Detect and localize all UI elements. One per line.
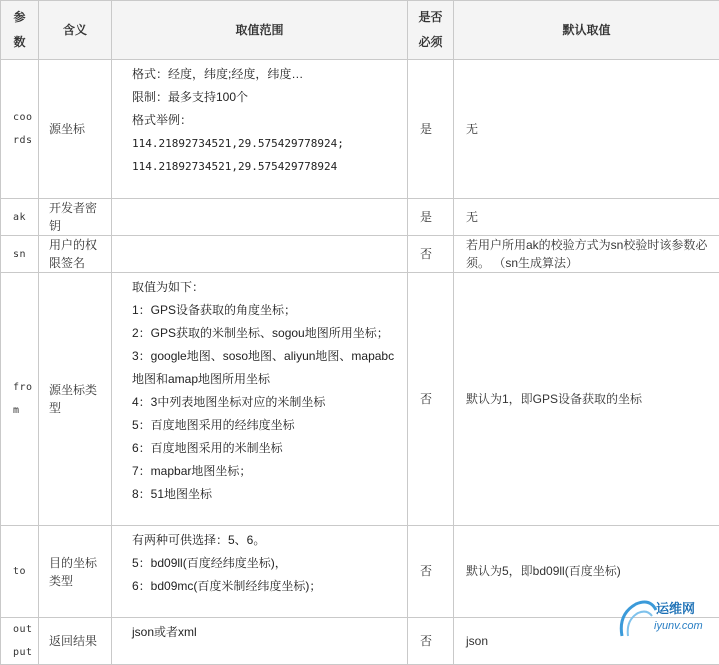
- param-default: json: [454, 618, 719, 665]
- param-range: [112, 236, 408, 273]
- param-name: to: [1, 526, 39, 618]
- param-name: ak: [1, 199, 39, 236]
- range-line: 格式：经度，纬度;经度，纬度…: [132, 63, 399, 86]
- param-required: 否: [408, 526, 454, 618]
- watermark-title: 运维网: [656, 598, 695, 617]
- table-row: [1, 236, 719, 273]
- param-required: 否: [408, 618, 454, 665]
- header-param: 参数: [1, 1, 39, 60]
- range-line: 取值为如下：: [132, 276, 399, 299]
- param-required: 是: [408, 60, 454, 199]
- range-line: 114.21892734521,29.575429778924: [132, 155, 399, 178]
- watermark-logo-icon: [616, 596, 658, 640]
- table-row: [1, 618, 719, 665]
- range-line: json或者xml: [132, 621, 399, 644]
- range-line: 4：3中列表地图坐标对应的米制坐标: [132, 391, 399, 414]
- param-default: 若用户所用ak的校验方式为sn校验时该参数必须。 （sn生成算法）: [454, 236, 719, 273]
- param-default: 默认为5，即bd09ll(百度坐标): [454, 526, 719, 618]
- param-range: [112, 618, 408, 665]
- header-meaning: 含义: [39, 1, 112, 60]
- param-meaning: 目的坐标类型: [39, 526, 112, 618]
- param-meaning: 源坐标类型: [39, 273, 112, 526]
- header-default: 默认取值: [454, 1, 719, 60]
- watermark: [616, 596, 719, 642]
- range-line: 8：51地图坐标: [132, 483, 399, 506]
- range-line: 7：mapbar地图坐标；: [132, 460, 399, 483]
- header-row: [1, 1, 719, 60]
- range-line: 格式举例：: [132, 109, 399, 132]
- param-required: 否: [408, 273, 454, 526]
- param-required: 否: [408, 236, 454, 273]
- range-line: 2：GPS获取的米制坐标、sogou地图所用坐标；: [132, 322, 399, 345]
- range-line: 5：百度地图采用的经纬度坐标: [132, 414, 399, 437]
- range-line: 限制：最多支持100个: [132, 86, 399, 109]
- param-default: 无: [454, 60, 719, 199]
- table-row: [1, 526, 719, 618]
- range-line: 6：百度地图采用的米制坐标: [132, 437, 399, 460]
- table-row: [1, 199, 719, 236]
- range-line: 5：bd09ll(百度经纬度坐标)，: [132, 552, 399, 575]
- param-default: 无: [454, 199, 719, 236]
- param-name: from: [1, 273, 39, 526]
- param-default: 默认为1，即GPS设备获取的坐标: [454, 273, 719, 526]
- param-range: [112, 273, 408, 526]
- range-line: 6：bd09mc(百度米制经纬度坐标)；: [132, 575, 399, 598]
- range-line: 3：google地图、soso地图、aliyun地图、mapabc: [132, 345, 399, 368]
- range-line: 有两种可供选择：5、6。: [132, 529, 399, 552]
- watermark-url: iyunv.com: [654, 620, 703, 632]
- param-meaning: 用户的权限签名: [39, 236, 112, 273]
- table-row: [1, 60, 719, 199]
- param-meaning: 返回结果: [39, 618, 112, 665]
- header-range: 取值范围: [112, 1, 408, 60]
- param-range: [112, 60, 408, 199]
- range-line: 114.21892734521,29.575429778924;: [132, 132, 399, 155]
- param-meaning: 开发者密钥: [39, 199, 112, 236]
- range-line: 地图和amap地图所用坐标: [132, 368, 399, 391]
- param-required: 是: [408, 199, 454, 236]
- param-name: sn: [1, 236, 39, 273]
- range-line: 1：GPS设备获取的角度坐标；: [132, 299, 399, 322]
- param-range: [112, 199, 408, 236]
- param-meaning: 源坐标: [39, 60, 112, 199]
- param-name: output: [1, 618, 39, 665]
- table-row: [1, 273, 719, 526]
- param-name: coords: [1, 60, 39, 199]
- param-range: [112, 526, 408, 618]
- header-required: 是否必须: [408, 1, 454, 60]
